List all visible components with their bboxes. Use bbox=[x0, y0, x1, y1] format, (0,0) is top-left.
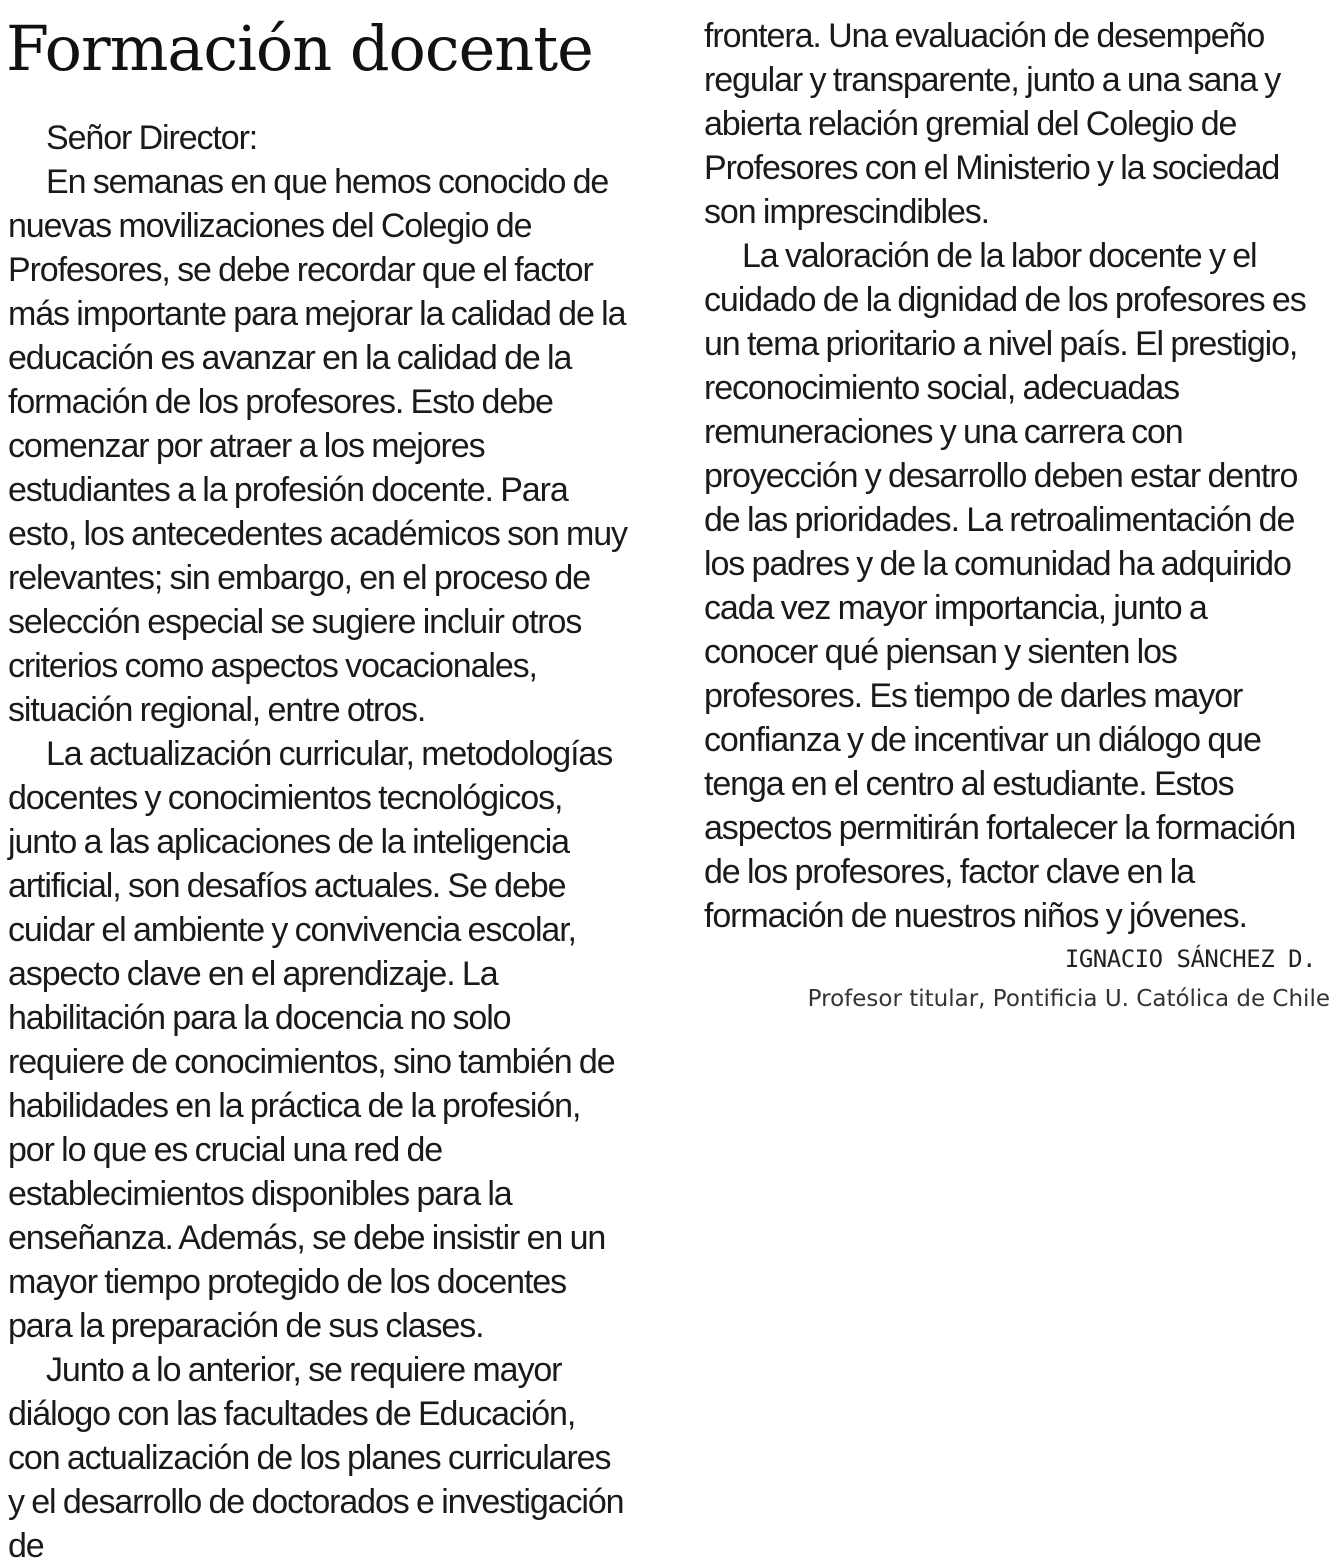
headline: Formación docente bbox=[6, 12, 593, 85]
author-name: IGNACIO SÁNCHEZ D. bbox=[1064, 945, 1316, 973]
author-title: Profesor titular, Pontificia U. Católica de Chile bbox=[807, 986, 1330, 1012]
left-column bbox=[8, 0, 630, 1568]
paragraph: Junto a lo anterior, se requiere mayor diálogo con las facultades de Educación, con actualización de los planes curriculares y el desarrollo de doctorados e investigación de bbox=[8, 1351, 624, 1565]
paragraph: La valoración de la labor docente y el cuidado de la dignidad de los profesores es un tema prioritario a nivel país. El prestigio, reconocimiento social, adecuadas remuneraciones y una carrera con proyección y desarrollo deben estar dentro de las prioridades. La retroalimentación de los padres y de la comunidad ha adquirido cada vez mayor importancia, junto a conocer qué piensan y sienten los profesores. Es tiempo de darles mayor confianza y de incentivar un diálogo que tenga en el centro al estudiante. Estos aspectos permitirán fortalecer la formación de los profesores, factor clave en la formación de nuestros niños y jóvenes. bbox=[704, 237, 1306, 935]
right-column bbox=[704, 14, 1330, 1014]
greeting: Señor Director: bbox=[46, 119, 258, 157]
paragraph: En semanas en que hemos conocido de nuevas movilizaciones del Colegio de Profesores, se debe recordar que el factor más importante para mejorar la calidad de la educación es avanzar en la calidad de la formación de los profesores. Esto debe comenzar por atraer a los mejores estudiantes a la profesión docente. Para esto, los antecedentes académicos son muy relevantes; sin embargo, en el proceso de selección especial se sugiere incluir otros criterios como aspectos vocacionales, situación regional, entre otros. bbox=[8, 163, 627, 729]
paragraph: La actualización curricular, metodologías docentes y conocimientos tecnológicos, junto a las aplicaciones de la inteligencia artificial, son desafíos actuales. Se debe cuidar el ambiente y convivencia escolar, aspecto clave en el aprendizaje. La habilitación para la docencia no solo requiere de conocimientos, sino también de habilidades en la práctica de la profesión, por lo que es crucial una red de establecimientos disponibles para la enseñanza. Además, se debe insistir en un mayor tiempo protegido de los docentes para la preparación de sus clases. bbox=[8, 735, 615, 1345]
paragraph-continued: frontera. Una evaluación de desempeño regular y transparente, junto a una sana y abierta relación gremial del Colegio de Profesores con el Ministerio y la sociedad son imprescindibles. bbox=[704, 17, 1281, 231]
